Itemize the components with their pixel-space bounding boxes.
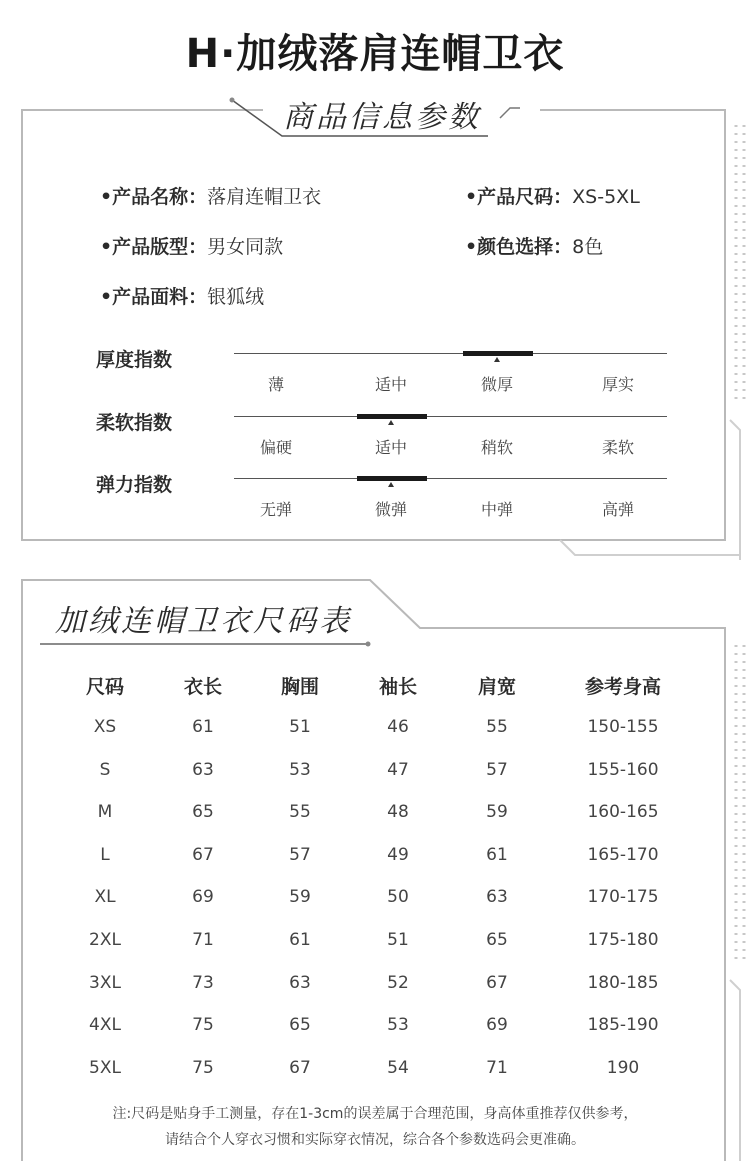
table-cell: 165-170: [587, 844, 659, 865]
table-header-cell: 参考身高: [584, 676, 661, 698]
attr-key: •产品面料：: [100, 286, 208, 308]
table-row: [60, 1058, 690, 1082]
table-cell: 61: [289, 930, 311, 950]
table-cell: 67: [289, 1057, 311, 1078]
attr-value: 男女同款: [207, 236, 284, 258]
table-cell: 59: [289, 887, 311, 908]
scale-pointer-icon: [494, 357, 500, 362]
table-cell: 51: [289, 717, 311, 737]
scale-option: 适中: [374, 438, 407, 457]
scale-option: 高弹: [601, 500, 634, 519]
scale-selected-marker: [463, 351, 533, 356]
table-cell: 59: [486, 802, 508, 823]
attr-value: 落肩连帽卫衣: [207, 186, 322, 208]
table-row: [60, 802, 690, 826]
size-note-line1: 注:尺码是贴身手工测量，存在1-3cm的误差属于合理范围，身高体重推荐仅供参考，: [112, 1106, 638, 1122]
scale-option: 微厚: [480, 375, 513, 394]
table-cell: 53: [289, 759, 311, 780]
table-cell: 3XL: [89, 972, 121, 993]
table-cell: L: [100, 844, 110, 865]
table-cell: 170-175: [587, 887, 659, 908]
scale-track: [234, 416, 667, 417]
table-cell: 63: [486, 887, 508, 908]
table-cell: 5XL: [89, 1057, 121, 1078]
scale-option: 无弹: [259, 500, 292, 519]
page-title: H·加绒落肩连帽卫衣: [185, 31, 565, 77]
table-row: [60, 973, 690, 997]
scale-selected-marker: [357, 476, 427, 481]
table-cell: 51: [387, 930, 409, 950]
attr-value: XS-5XL: [572, 186, 640, 208]
scale-option: 微弹: [374, 500, 407, 519]
scale-option: 中弹: [480, 500, 513, 519]
table-cell: 180-185: [587, 972, 659, 993]
scale-option: 厚实: [601, 375, 634, 394]
table-cell: 75: [192, 1057, 214, 1078]
scale-label: 厚度指数: [96, 349, 173, 371]
size-section-title: 加绒连帽卫衣尺码表: [55, 604, 352, 639]
table-cell: 71: [486, 1057, 508, 1078]
table-cell: M: [97, 802, 113, 823]
table-cell: 69: [486, 1015, 508, 1036]
scale-option: 稍软: [480, 438, 513, 457]
attr-key: •颜色选择：: [465, 236, 573, 258]
table-row: [60, 845, 690, 869]
table-cell: 57: [289, 844, 311, 865]
table-cell: 73: [192, 972, 214, 993]
table-cell: 61: [192, 717, 214, 737]
attr-product-fit: [100, 232, 283, 259]
table-cell: 190: [606, 1057, 640, 1078]
table-row: [60, 887, 690, 911]
scale-option: 薄: [267, 375, 284, 394]
scale-label: 弹力指数: [96, 474, 173, 496]
table-cell: 75: [192, 1015, 214, 1036]
table-cell: XL: [94, 887, 116, 908]
table-cell: 55: [289, 802, 311, 823]
table-cell: 65: [486, 930, 508, 950]
scale-option: 偏硬: [259, 438, 292, 457]
table-cell: 48: [387, 802, 409, 823]
table-cell: 61: [486, 844, 508, 865]
table-cell: 2XL: [89, 930, 121, 950]
scale-track: [234, 353, 667, 354]
table-cell: 150-155: [587, 717, 659, 737]
attr-value: 8色: [572, 236, 604, 258]
attr-product-size: [465, 182, 640, 209]
table-cell: 57: [486, 759, 508, 780]
table-cell: XS: [93, 717, 117, 737]
attr-product-name: [100, 182, 321, 209]
table-row: [60, 760, 690, 784]
table-cell: 71: [192, 930, 214, 950]
table-cell: 47: [387, 759, 409, 780]
scale-track: [234, 478, 667, 479]
scale-option: 适中: [374, 375, 407, 394]
table-cell: S: [99, 759, 111, 780]
attr-key: •产品尺码：: [465, 186, 573, 208]
table-cell: 65: [192, 802, 214, 823]
table-header-cell: 袖长: [378, 676, 417, 698]
scale-option: 柔软: [601, 438, 634, 457]
table-cell: 69: [192, 887, 214, 908]
scale-selected-marker: [357, 414, 427, 419]
table-cell: 67: [192, 844, 214, 865]
table-cell: 175-180: [587, 930, 659, 950]
table-cell: 63: [192, 759, 214, 780]
attr-value: 银狐绒: [207, 286, 265, 308]
table-cell: 49: [387, 844, 409, 865]
table-cell: 4XL: [89, 1015, 121, 1036]
table-cell: 67: [486, 972, 508, 993]
table-row: [60, 717, 690, 741]
scale-pointer-icon: [388, 420, 394, 425]
scale-label: 柔软指数: [96, 412, 173, 434]
table-header-cell: 肩宽: [477, 676, 516, 698]
table-row: [60, 930, 690, 954]
table-cell: 50: [387, 887, 409, 908]
table-cell: 55: [486, 717, 508, 737]
info-section-title: 商品信息参数: [283, 100, 481, 135]
attr-key: •产品名称：: [100, 186, 208, 208]
table-cell: 52: [387, 972, 409, 993]
table-header-cell: 衣长: [183, 676, 222, 698]
table-cell: 185-190: [587, 1015, 659, 1036]
table-cell: 54: [387, 1057, 409, 1078]
attr-fabric: [100, 282, 264, 309]
size-note-line2: 请结合个人穿衣习惯和实际穿衣情况，综合各个参数选码会更准确。: [165, 1132, 585, 1148]
attr-key: •产品版型：: [100, 236, 208, 258]
table-header-cell: 尺码: [85, 676, 124, 698]
table-cell: 46: [387, 717, 409, 737]
table-row: [60, 1015, 690, 1039]
scale-pointer-icon: [388, 482, 394, 487]
table-cell: 63: [289, 972, 311, 993]
table-cell: 155-160: [587, 759, 659, 780]
table-cell: 160-165: [587, 802, 659, 823]
table-header-cell: 胸围: [280, 676, 319, 698]
table-cell: 65: [289, 1015, 311, 1036]
attr-color-choice: [465, 232, 603, 259]
table-cell: 53: [387, 1015, 409, 1036]
